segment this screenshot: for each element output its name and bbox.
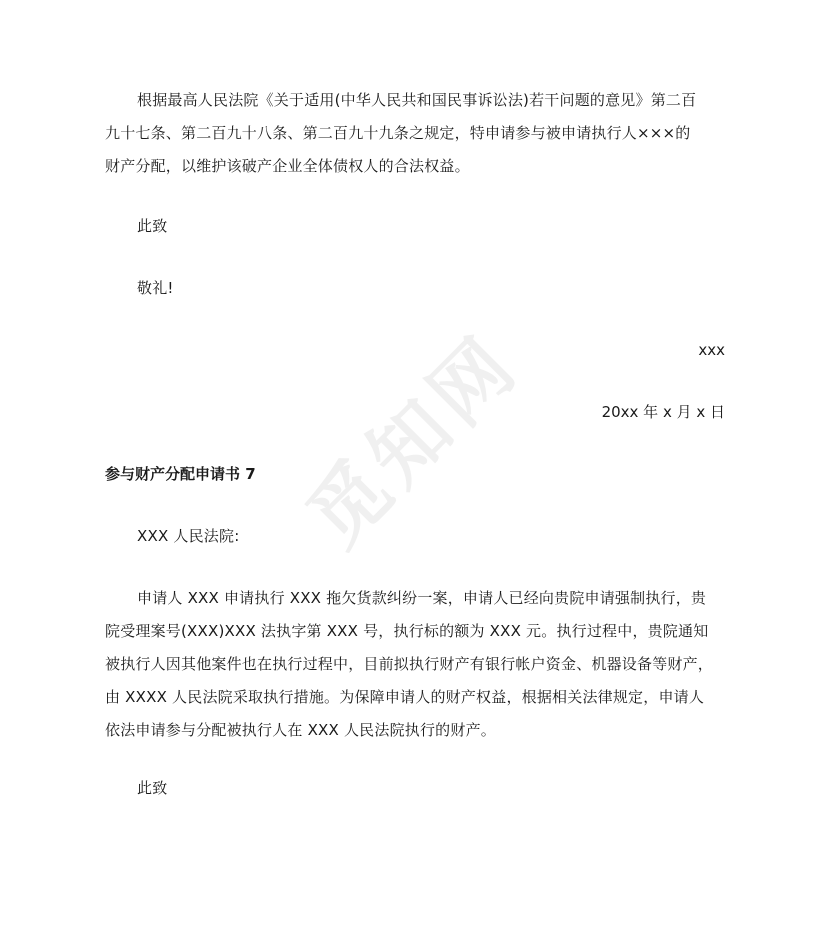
paragraph-line: 财产分配，以维护该破产企业全体债权人的合法权益。 <box>105 157 470 175</box>
section-heading: 参与财产分配申请书 7 <box>105 465 256 483</box>
watermark-text: 觅知网 <box>290 317 537 564</box>
paragraph-line: 根据最高人民法院《关于适用(中华人民共和国民事诉讼法)若干问题的意见》第二百 <box>137 91 697 109</box>
paragraph-line: 被执行人因其他案件也在执行过程中，目前拟执行财产有银行帐户资金、机器设备等财产， <box>105 655 714 673</box>
date-line: 20xx 年 x 月 x 日 <box>601 403 725 421</box>
paragraph-line: 九十七条、第二百九十八条、第二百九十九条之规定，特申请参与被申请执行人×××的 <box>105 124 691 142</box>
closing-cizhi-2: 此致 <box>137 779 168 797</box>
closing-jingli: 敬礼! <box>137 279 174 297</box>
closing-cizhi: 此致 <box>137 217 168 235</box>
addressee-court: XXX 人民法院: <box>137 527 240 545</box>
paragraph-line: 申请人 XXX 申请执行 XXX 拖欠货款纠纷一案，申请人已经向贵院申请强制执行，贵 <box>137 589 707 607</box>
paragraph-application <box>105 582 725 747</box>
paragraph-legal-basis <box>105 84 725 183</box>
signature: xxx <box>698 341 725 359</box>
paragraph-line: 院受理案号(XXX)XXX 法执字第 XXX 号，执行标的额为 XXX 元。执行过程中，贵院通知 <box>105 622 709 640</box>
paragraph-line: 依法申请参与分配被执行人在 XXX 人民法院执行的财产。 <box>105 721 496 739</box>
paragraph-line: 由 XXXX 人民法院采取执行措施。为保障申请人的财产权益，根据相关法律规定，申请人 <box>105 688 705 706</box>
